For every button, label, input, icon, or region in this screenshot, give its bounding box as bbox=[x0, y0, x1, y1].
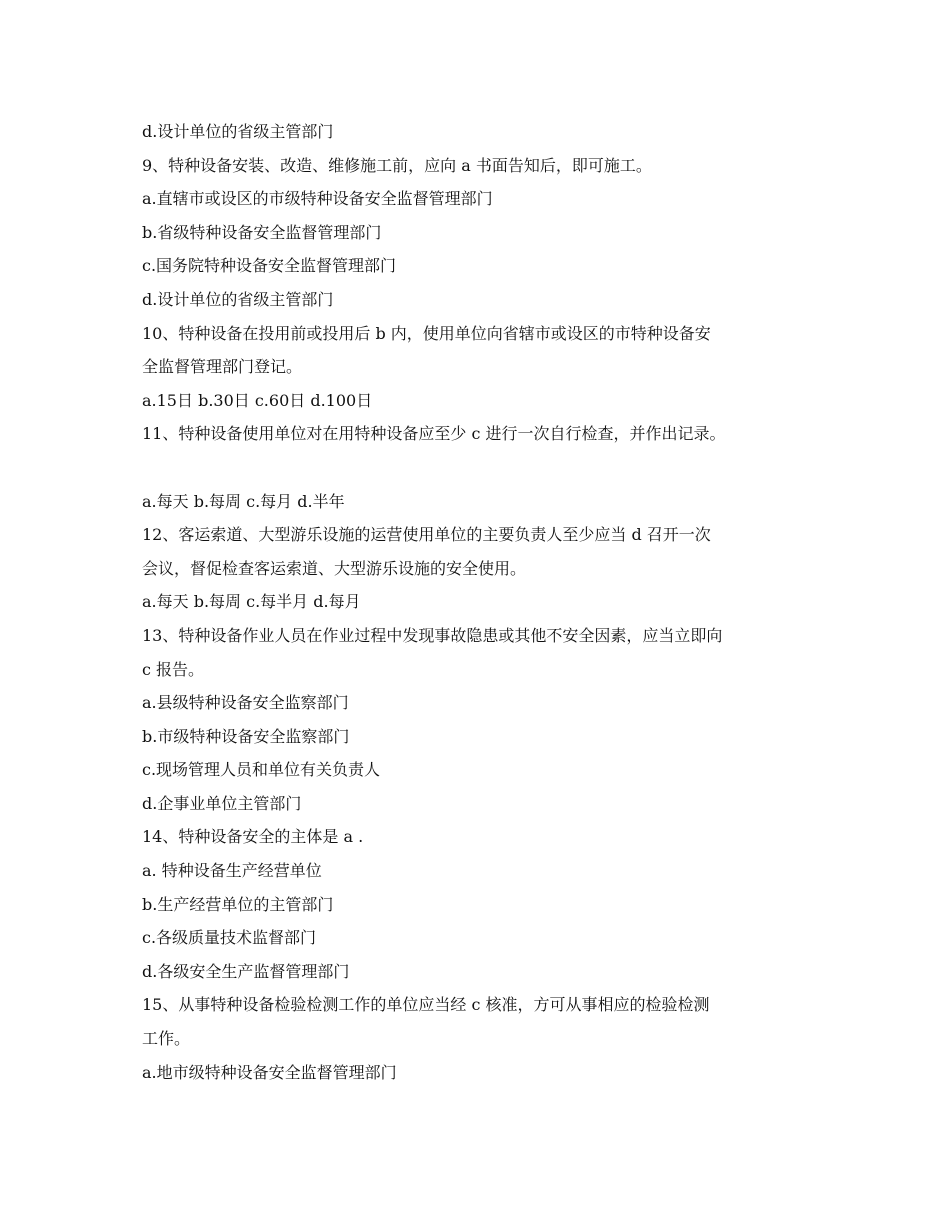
text-line: a.县级特种设备安全监察部门 bbox=[142, 693, 349, 713]
question-11: 11、特种设备使用单位对在用特种设备应至少 c 进行一次自行检查，并作出记录。 bbox=[142, 424, 726, 444]
text-line: 工作。 bbox=[142, 1029, 191, 1049]
text-line: a. 特种设备生产经营单位 bbox=[142, 861, 322, 881]
question-10: 10、特种设备在投用前或投用后 b 内，使用单位向省辖市或设区的市特种设备安 bbox=[142, 323, 711, 343]
text-line: 全监督管理部门登记。 bbox=[142, 357, 303, 377]
text-line: b.生产经营单位的主管部门 bbox=[142, 894, 334, 914]
text-line: c.国务院特种设备安全监督管理部门 bbox=[142, 256, 397, 276]
text-line: d.企事业单位主管部门 bbox=[142, 793, 302, 813]
text-line: c 报告。 bbox=[142, 659, 205, 679]
question-15: 15、从事特种设备检验检测工作的单位应当经 c 核准，方可从事相应的检验检测 bbox=[142, 995, 710, 1015]
text-line: c.各级质量技术监督部门 bbox=[142, 928, 317, 948]
text-line: 会议，督促检查客运索道、大型游乐设施的安全使用。 bbox=[142, 558, 527, 578]
text-line: a.每天 b.每周 c.每月 d.半年 bbox=[142, 491, 345, 511]
text-line: a.每天 b.每周 c.每半月 d.每月 bbox=[142, 592, 361, 612]
text-line: a.地市级特种设备安全监督管理部门 bbox=[142, 1062, 397, 1082]
text-line: a.15日 b.30日 c.60日 d.100日 bbox=[142, 390, 373, 410]
text-line: d.设计单位的省级主管部门 bbox=[142, 289, 334, 309]
question-13: 13、特种设备作业人员在作业过程中发现事故隐患或其他不安全因素，应当立即向 bbox=[142, 625, 723, 645]
text-line: b.省级特种设备安全监督管理部门 bbox=[142, 222, 382, 242]
blank-line bbox=[142, 451, 832, 485]
question-9: 9、特种设备安装、改造、维修施工前，应向 a 书面告知后，即可施工。 bbox=[142, 155, 652, 175]
question-14: 14、特种设备安全的主体是 a . bbox=[142, 827, 364, 847]
question-12: 12、客运索道、大型游乐设施的运营使用单位的主要负责人至少应当 d 召开一次 bbox=[142, 525, 711, 545]
text-line: a.直辖市或设区的市级特种设备安全监督管理部门 bbox=[142, 189, 493, 209]
document-body bbox=[142, 115, 832, 1089]
text-line: b.市级特种设备安全监察部门 bbox=[142, 726, 350, 746]
text-line: d.设计单位的省级主管部门 bbox=[142, 122, 334, 141]
text-line: c.现场管理人员和单位有关负责人 bbox=[142, 760, 381, 780]
text-line: d.各级安全生产监督管理部门 bbox=[142, 961, 350, 981]
